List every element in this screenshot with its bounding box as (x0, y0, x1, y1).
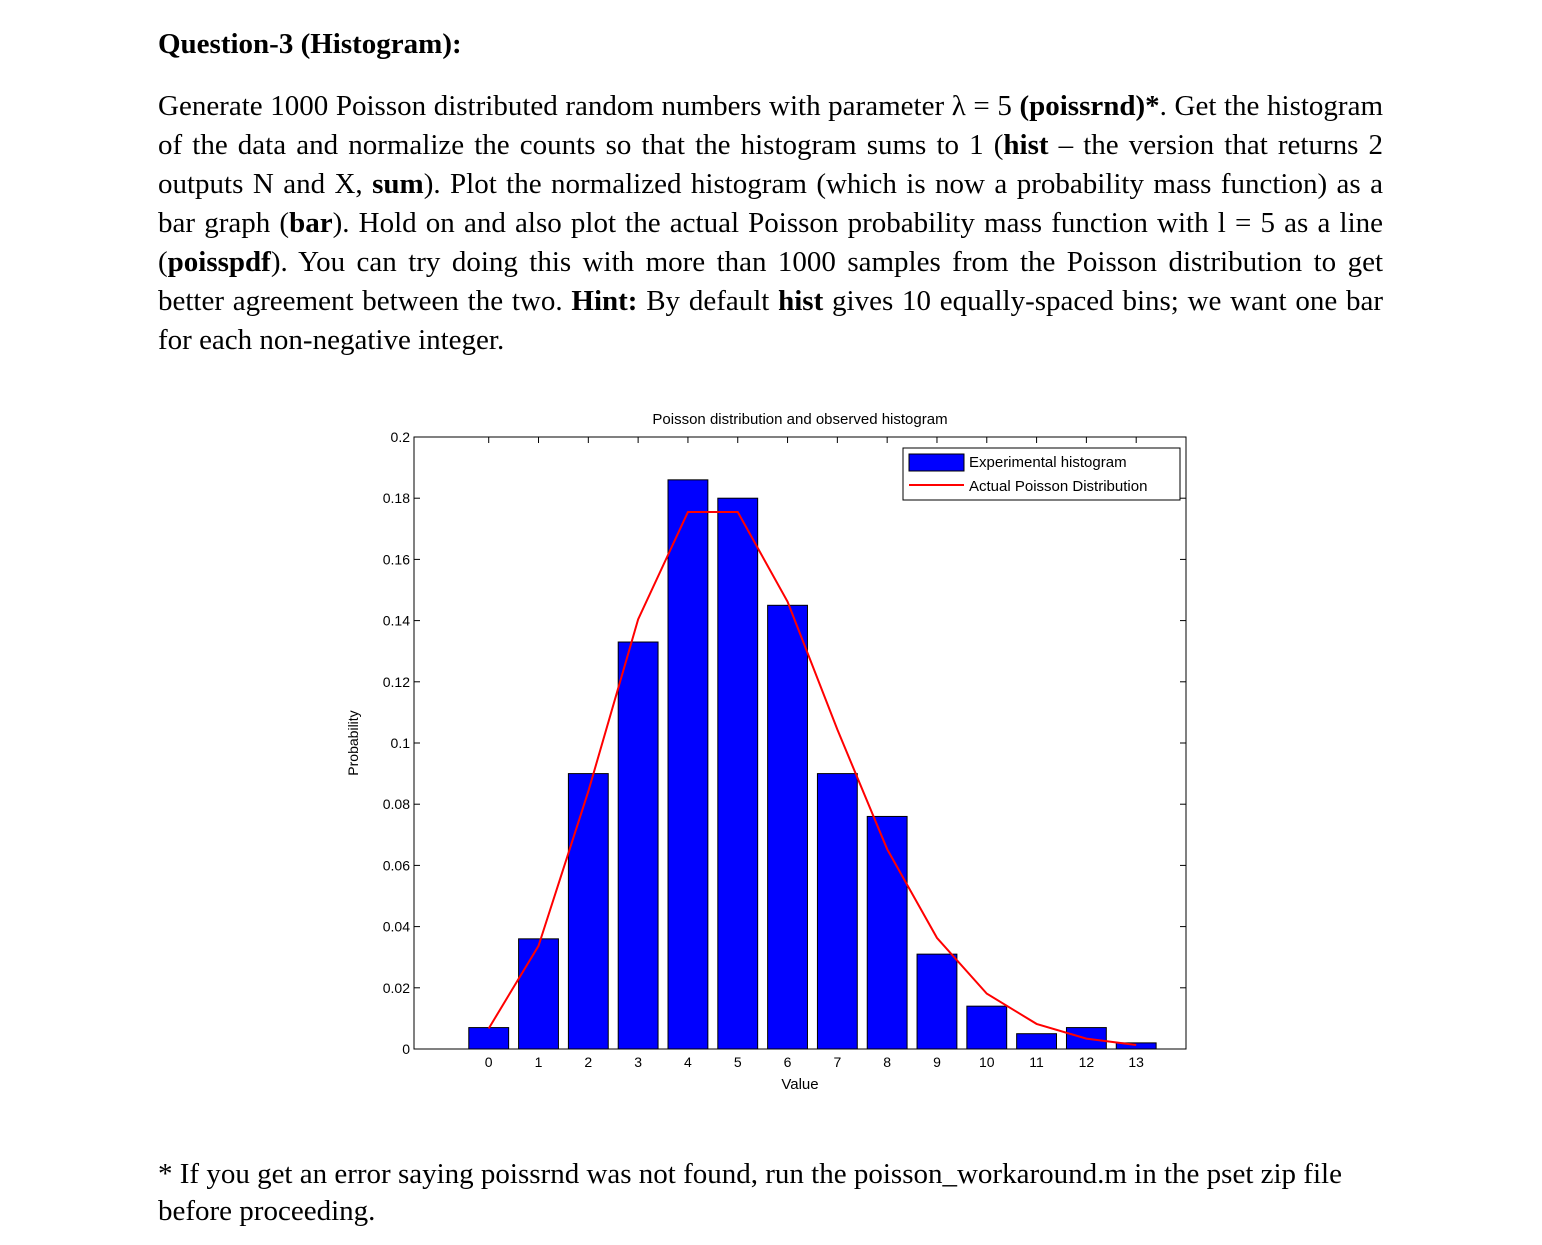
histogram-bar (867, 816, 907, 1049)
histogram-bar (1017, 1034, 1057, 1049)
x-axis-label: Value (781, 1076, 819, 1093)
x-tick-label: 11 (1029, 1054, 1044, 1070)
paragraph-run: ). Hold on and also plot the actual Poisson probability mass function with l = 5 as a line ( (158, 207, 1384, 278)
y-tick-label: 0.12 (382, 673, 410, 690)
histogram-bar (668, 480, 708, 1049)
x-tick-label: 12 (1078, 1054, 1095, 1070)
histogram-bar (817, 774, 857, 1049)
x-tick-label: 5 (733, 1054, 742, 1070)
paragraph-bold-run: hist (1003, 129, 1049, 161)
paragraph-bold-run: (poissrnd)* (1019, 90, 1160, 122)
x-tick-label: 9 (933, 1054, 941, 1070)
paragraph-run: Generate 1000 Poisson distributed random numbers with parameter (158, 90, 952, 122)
histogram-bar (519, 939, 559, 1049)
paragraph-run: ). You can try doing this with more than 1000 samples from the Poisson distribution to get better agreement between the two. (158, 246, 1383, 317)
x-tick-label: 10 (978, 1054, 995, 1070)
histogram-bar (917, 954, 957, 1049)
histogram-bar (718, 498, 758, 1049)
bars-group (469, 480, 1156, 1049)
paragraph-run: gives 10 equally-spaced bins; we want one bar for each non-negative integer. (158, 285, 1383, 356)
histogram-bar (768, 605, 808, 1049)
footnote: * If you get an error saying poissrnd was not found, run the poisson_workaround.m in the pset zip file before proceeding. (158, 1158, 1342, 1227)
paragraph-bold-run: sum (372, 168, 424, 200)
legend-label-experimental: Experimental histogram (969, 454, 1127, 471)
y-tick-label: 0.08 (382, 796, 410, 813)
legend (903, 448, 1180, 500)
chart-title: Poisson distribution and observed histogram (652, 411, 948, 428)
paragraph-run: ). Plot the normalized histogram (which is now a probability mass function) as a bar graph ( (158, 168, 1383, 239)
paragraph-bold-run: Hint: (571, 285, 638, 317)
y-tick-label: 0.04 (382, 918, 410, 935)
x-tick-label: 7 (833, 1054, 842, 1070)
histogram-bar (568, 774, 608, 1049)
x-tick-label: 6 (783, 1054, 792, 1070)
paragraph-bold-run: bar (289, 207, 333, 239)
y-tick-label: 0.2 (390, 429, 410, 445)
paragraph-bold-run: hist (778, 285, 824, 317)
y-axis-label: Probability (345, 710, 361, 776)
x-tick-label: 4 (684, 1054, 692, 1070)
x-tick-label: 2 (584, 1054, 593, 1070)
legend-bar-swatch (909, 454, 964, 471)
paragraph-run: – the version that returns 2 outputs N and X, (158, 129, 1383, 200)
y-tick-label: 0 (402, 1041, 410, 1057)
y-tick-label: 0.18 (382, 490, 410, 507)
x-tick-label: 0 (484, 1054, 493, 1070)
paragraph-run: λ = 5 (951, 90, 1020, 122)
y-tick-label: 0.14 (382, 612, 410, 629)
histogram-bar (469, 1028, 509, 1049)
y-tick-label: 0.02 (382, 979, 410, 996)
x-tick-label: 1 (534, 1054, 543, 1070)
x-tick-label: 13 (1128, 1054, 1144, 1070)
legend-label-actual: Actual Poisson Distribution (969, 478, 1148, 495)
x-tick-label: 3 (634, 1054, 643, 1070)
x-tick-label: 8 (883, 1054, 892, 1070)
y-tick-label: 0.06 (382, 857, 410, 874)
y-tick-label: 0.1 (390, 735, 410, 751)
histogram-bar (967, 1006, 1007, 1049)
question-heading: Question-3 (Histogram): (158, 28, 462, 60)
paragraph-run: By default (637, 285, 779, 317)
histogram-bar (618, 642, 658, 1049)
paragraph-bold-run: poisspdf (167, 246, 271, 278)
paragraph-run: . Get the histogram of the data and normalize the counts so that the histogram sums to 1 ( (158, 90, 1384, 161)
y-tick-label: 0.16 (382, 551, 410, 568)
